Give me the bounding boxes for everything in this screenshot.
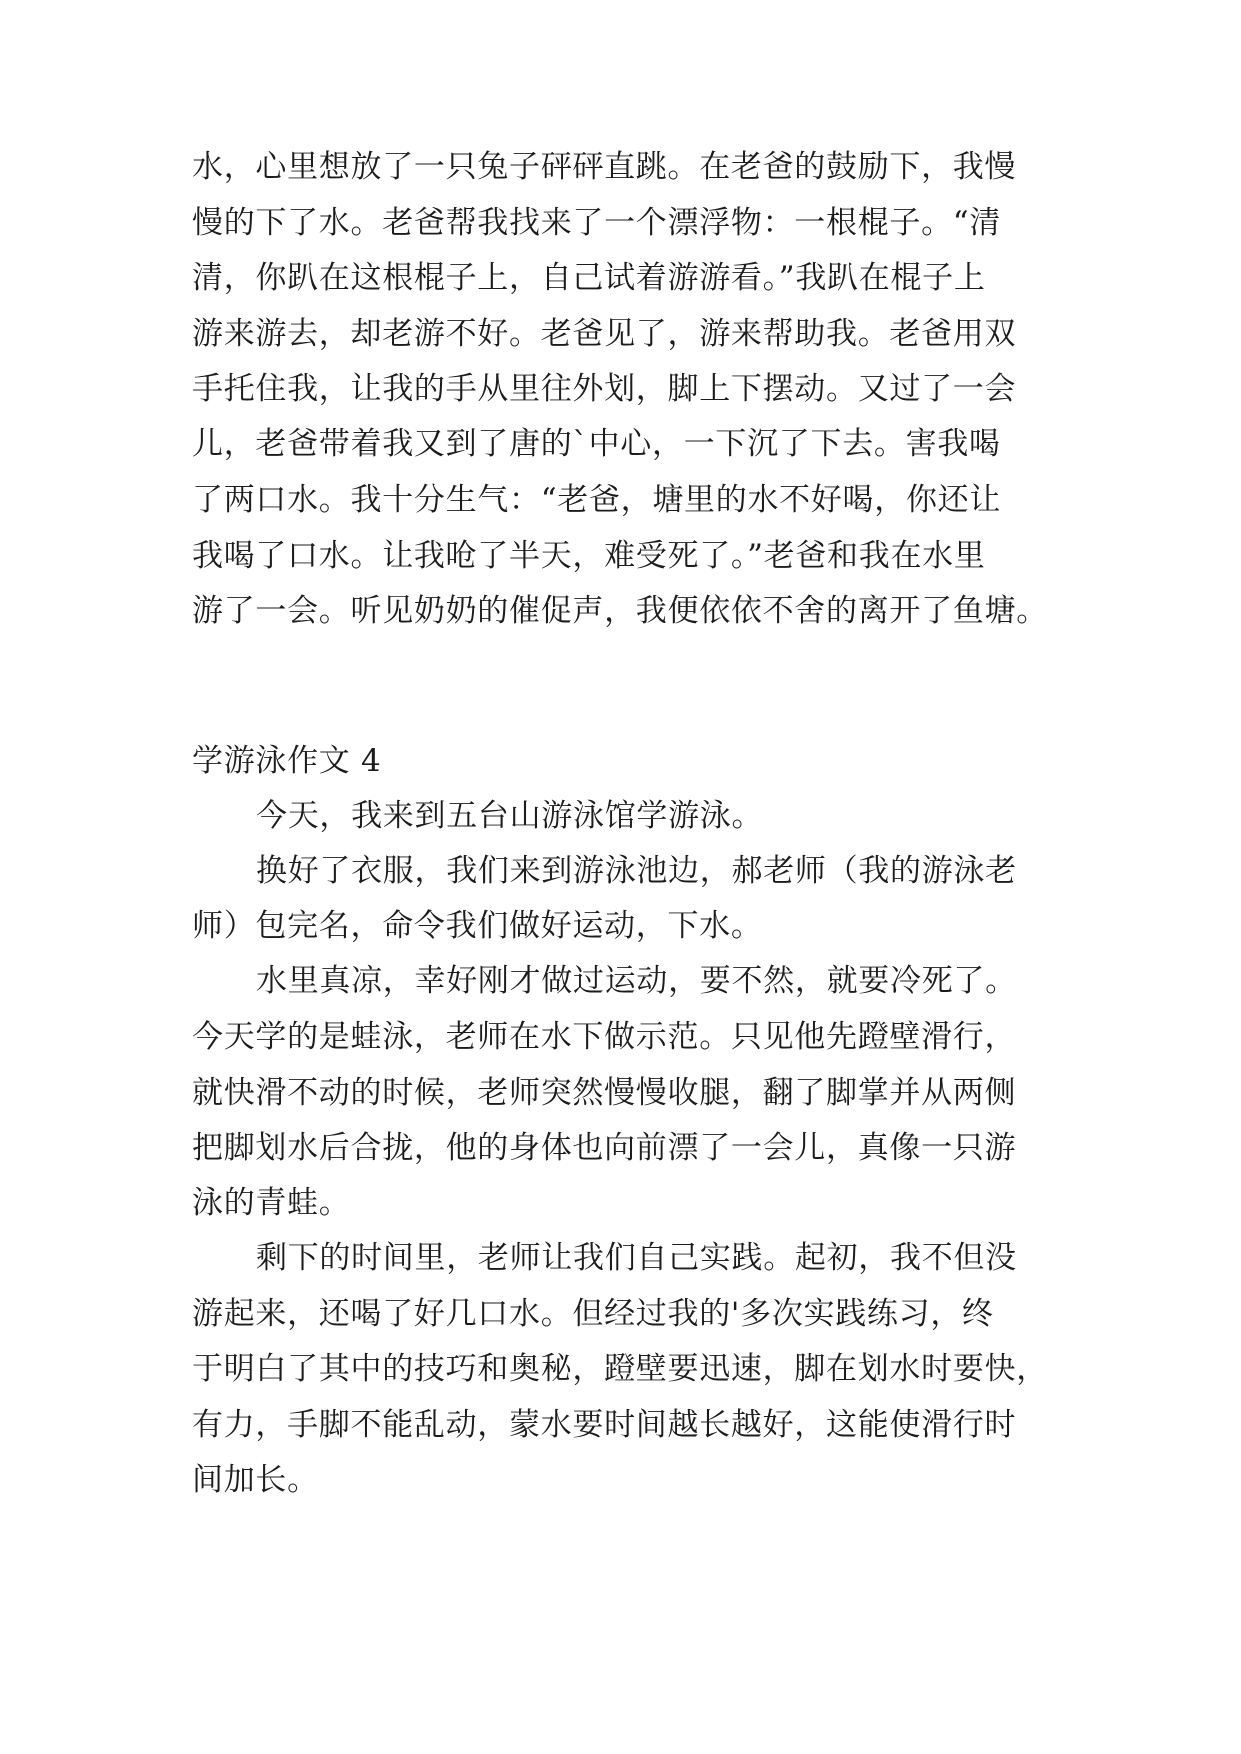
paragraph-line: 水里真凉，幸好刚才做过运动，要不然，就要冷死了。 xyxy=(256,963,1017,999)
paragraph-line: 了两口水。我十分生气：“老爸，塘里的水不好喝，你还让 xyxy=(192,482,1002,518)
paragraph-line: 慢的下了水。老爸帮我找来了一个漂浮物：一根棍子。“清 xyxy=(192,205,1002,241)
paragraph-line: 有力，手脚不能乱动，蒙水要时间越长越好，这能使滑行时 xyxy=(192,1407,1017,1443)
paragraph-line: 今天，我来到五台山游泳馆学游泳。 xyxy=(256,798,764,834)
paragraph-line: 就快滑不动的时候，老师突然慢慢收腿，翻了脚掌并从两侧 xyxy=(192,1075,1017,1111)
paragraph-line: 换好了衣服，我们来到游泳池边，郝老师（我的游泳老 xyxy=(256,853,1017,889)
paragraph-line: 游来游去，却老游不好。老爸见了，游来帮助我。老爸用双 xyxy=(192,316,1017,352)
paragraph-line: 于明白了其中的技巧和奥秘，蹬壁要迅速，脚在划水时要快， xyxy=(192,1351,1048,1387)
paragraph-line: 今天学的是蛙泳，老师在水下做示范。只见他先蹬壁滑行， xyxy=(192,1019,1017,1055)
paragraph-line: 儿，老爸带着我又到了唐的`中心，一下沉了下去。害我喝 xyxy=(192,426,1001,462)
section-title: 学游泳作文 4 xyxy=(192,743,382,779)
paragraph-line: 清，你趴在这根棍子上，自己试着游游看。”我趴在棍子上 xyxy=(192,260,986,296)
paragraph-line: 师）包完名，命令我们做好运动，下水。 xyxy=(192,908,763,944)
paragraph-line: 游起来，还喝了好几口水。但经过我的'多次实践练习，终 xyxy=(192,1296,994,1332)
paragraph-line: 剩下的时间里，老师让我们自己实践。起初，我不但没 xyxy=(256,1240,1017,1276)
paragraph-line: 水，心里想放了一只兔子砰砰直跳。在老爸的鼓励下，我慢 xyxy=(192,149,1017,185)
paragraph-line: 泳的青蛙。 xyxy=(192,1185,351,1221)
paragraph-line: 把脚划水后合拢，他的身体也向前漂了一会儿，真像一只游 xyxy=(192,1130,1017,1166)
paragraph-line: 手托住我，让我的手从里往外划，脚上下摆动。又过了一会 xyxy=(192,371,1017,407)
paragraph-line: 游了一会。听见奶奶的催促声，我便依依不舍的离开了鱼塘。 xyxy=(192,593,1048,629)
paragraph-line: 间加长。 xyxy=(192,1462,319,1498)
paragraph-line: 我喝了口水。让我呛了半天，难受死了。”老爸和我在水里 xyxy=(192,538,986,574)
